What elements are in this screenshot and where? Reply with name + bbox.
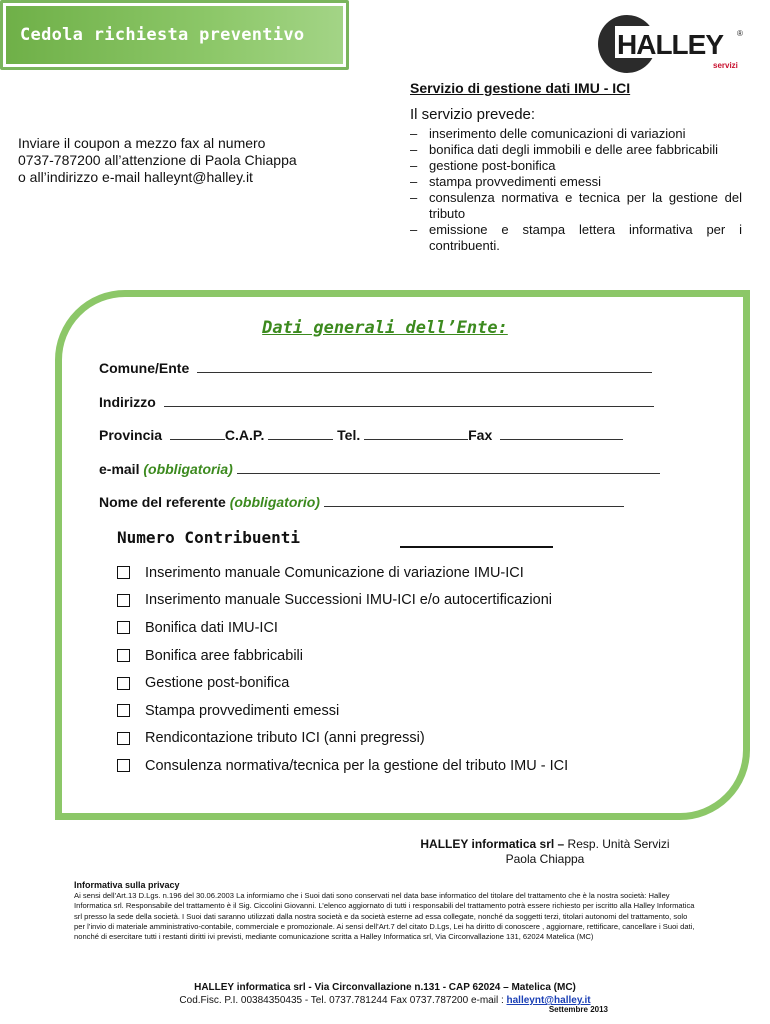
- field-tel-label: Tel.: [337, 427, 361, 443]
- field-email-note: (obbligatoria): [143, 461, 233, 477]
- signature-company: HALLEY informatica srl –: [420, 837, 565, 851]
- option-checkbox[interactable]: [117, 677, 130, 690]
- option-label: Inserimento manuale Comunicazione di variazione IMU-ICI: [145, 564, 524, 581]
- option-checkbox[interactable]: [117, 566, 130, 579]
- halley-logo-graphic: [597, 14, 747, 74]
- signature-name: Paola Chiappa: [505, 852, 585, 866]
- field-referente[interactable]: [99, 494, 624, 510]
- service-item: – consulenza normativa e tecnica per la gestione del tributo: [410, 190, 742, 221]
- footer: [0, 981, 770, 1007]
- option-row[interactable]: [117, 697, 727, 725]
- footer-date: Settembre 2013: [548, 1005, 608, 1014]
- field-indirizzo-label: Indirizzo: [99, 394, 156, 410]
- option-checkbox[interactable]: [117, 621, 130, 634]
- option-label: Stampa provvedimenti emessi: [145, 702, 340, 719]
- option-label: Bonifica dati IMU-ICI: [145, 619, 278, 636]
- option-row[interactable]: [117, 642, 727, 670]
- field-referente-label: Nome del referente: [99, 494, 226, 510]
- privacy-text: Ai sensi dell’Art.13 D.Lgs. n.196 del 30.06.2003 La informiamo che i Suoi dati sono conservati nel data base informatico del titolare del trattamento che è la nostra società: Halley Informatica srl. Responsabile del trattamento è il Sig. Ciccolini Giovanni. L’elenco aggiornato di tutti i responsabili del trattamento potrà essere richiesto per iscritto alla Halley Informatica srl presso la sede della società. I Suoi dati saranno utilizzati dalla nostra società e da società esterne ad essa collegate, nonché da soggetti terzi, titolari autonomi del trattamento, solo per l’invio di materiale amministrativo-contabile, commerciale e promozionale. Ai sensi dell’Art.7 del citato D.Lgs, Lei ha diritto di conoscere , aggiornare, rettificare, cancellare i Suoi dati, nonché di esercitare tutti i restanti diritti ivi previsti, mediante comunicazione scritta a Halley Informatica srl, Via Circonvallazione 131, 62024 Matelica (MC): [74, 891, 695, 942]
- logo-registered-mark: ®: [737, 29, 743, 38]
- field-tel-line[interactable]: [364, 428, 468, 440]
- option-label: Gestione post-bonifica: [145, 675, 290, 692]
- privacy-notice: [74, 880, 700, 942]
- field-fax-line[interactable]: [500, 428, 623, 440]
- privacy-title: Informativa sulla privacy: [74, 880, 180, 890]
- service-title: Servizio di gestione dati IMU - ICI: [410, 80, 631, 96]
- logo-brand-text: HALLEY: [617, 29, 723, 60]
- coupon-line: o all’indirizzo e-mail halleynt@halley.it: [18, 169, 253, 185]
- signature-block: [400, 837, 690, 867]
- field-comune-line[interactable]: [197, 361, 652, 373]
- service-item: – inserimento delle comunicazioni di variazioni: [410, 126, 686, 141]
- option-checkbox[interactable]: [117, 759, 130, 772]
- option-row[interactable]: [117, 614, 727, 642]
- signature-role: Resp. Unità Servizi: [564, 837, 670, 851]
- footer-address: HALLEY informatica srl - Via Circonvallazione n.131 - CAP 62024 – Matelica (MC): [194, 982, 576, 993]
- option-label: Consulenza normativa/tecnica per la gestione del tributo IMU - ICI: [145, 757, 569, 774]
- signature-line1: [400, 837, 690, 852]
- service-item: – bonifica dati degli immobili e delle aree fabbricabili: [410, 142, 719, 157]
- service-list: [410, 126, 742, 254]
- footer-contacts-text: Cod.Fisc. P.I. 00384350435 - Tel. 0737.781244 Fax 0737.787200 e-mail :: [179, 995, 507, 1006]
- field-comune-label: Comune/Ente: [99, 360, 190, 376]
- header-banner: [0, 0, 349, 70]
- option-label: Bonifica aree fabbricabili: [145, 647, 303, 664]
- page-title: Cedola richiesta preventivo: [20, 25, 305, 45]
- option-row[interactable]: [117, 587, 727, 615]
- footer-contacts: [0, 994, 770, 1007]
- option-label: Inserimento manuale Successioni IMU-ICI e/o autocertificazioni: [145, 592, 552, 609]
- option-checkbox[interactable]: [117, 732, 130, 745]
- field-fax-label: Fax: [468, 427, 493, 443]
- service-item: – stampa provvedimenti emessi: [410, 174, 601, 189]
- logo-tagline: servizi: [713, 61, 738, 70]
- service-section: [410, 80, 742, 254]
- field-provincia-row[interactable]: [99, 427, 623, 443]
- halley-logo: [597, 14, 747, 74]
- field-email-label: e-mail: [99, 461, 140, 477]
- contribuenti-line[interactable]: [400, 546, 553, 548]
- field-referente-note: (obbligatorio): [229, 494, 320, 510]
- service-intro: Il servizio prevede:: [410, 106, 536, 123]
- form-heading: Dati generali dell’Ente:: [262, 318, 508, 338]
- field-email[interactable]: [99, 461, 660, 477]
- option-row[interactable]: [117, 725, 727, 753]
- field-comune[interactable]: [99, 360, 652, 376]
- field-indirizzo[interactable]: [99, 394, 654, 410]
- option-row[interactable]: [117, 752, 727, 780]
- field-email-line[interactable]: [237, 462, 660, 474]
- header-banner-fill: [6, 6, 343, 64]
- coupon-instructions: [18, 135, 348, 186]
- field-cap-label: C.A.P.: [224, 427, 265, 443]
- option-row[interactable]: [117, 559, 727, 587]
- option-row[interactable]: [117, 669, 727, 697]
- service-item: – emissione e stampa lettera informativa per i contribuenti.: [410, 222, 742, 253]
- field-provincia-label: Provincia: [99, 427, 163, 443]
- field-referente-line[interactable]: [324, 495, 624, 507]
- option-checkbox[interactable]: [117, 594, 130, 607]
- option-label: Rendicontazione tributo ICI (anni pregressi): [145, 730, 425, 747]
- field-indirizzo-line[interactable]: [164, 395, 654, 407]
- options-list: [117, 559, 727, 780]
- coupon-line: 0737-787200 all’attenzione di Paola Chiappa: [18, 152, 297, 168]
- option-checkbox[interactable]: [117, 704, 130, 717]
- service-item: – gestione post-bonifica: [410, 158, 556, 173]
- option-checkbox[interactable]: [117, 649, 130, 662]
- field-cap-line[interactable]: [268, 428, 333, 440]
- footer-email-link[interactable]: halleynt@halley.it: [506, 995, 591, 1006]
- coupon-line: Inviare il coupon a mezzo fax al numero: [18, 135, 266, 151]
- contribuenti-label: Numero Contribuenti: [117, 528, 301, 547]
- field-provincia-line[interactable]: [170, 428, 225, 440]
